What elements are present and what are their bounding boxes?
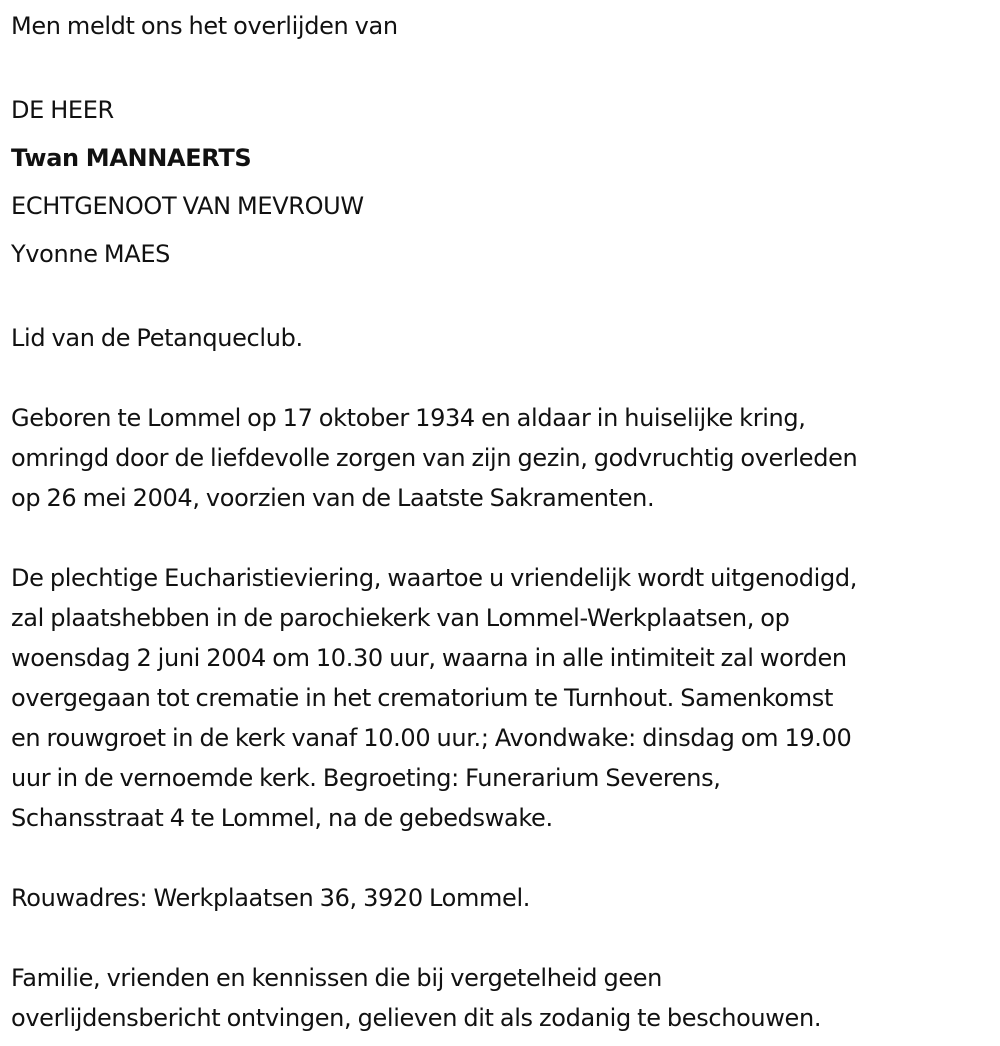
title-line: DE HEER — [11, 96, 114, 124]
text-line: overlijdensbericht ontvingen, gelieven dit als zodanig te beschouwen. — [11, 1004, 822, 1032]
text-line: zal plaatshebben in de parochiekerk van Lommel-Werkplaatsen, op — [11, 604, 790, 632]
deceased-name: Twan MANNAERTS — [11, 144, 252, 172]
text-line: Familie, vrienden en kennissen die bij vergetelheid geen — [11, 964, 663, 992]
spacer — [11, 278, 996, 318]
death-announcement — [11, 6, 996, 1038]
membership-line: Lid van de Petanqueclub. — [11, 324, 303, 352]
ceremony-paragraph — [11, 558, 996, 838]
closing-paragraph — [11, 958, 996, 1038]
text-line: en rouwgroet in de kerk vanaf 10.00 uur.; Avondwake: dinsdag om 19.00 — [11, 724, 852, 752]
text-line: overgegaan tot crematie in het crematorium te Turnhout. Samenkomst — [11, 684, 834, 712]
text-line: De plechtige Eucharistieviering, waartoe u vriendelijk wordt uitgenodigd, — [11, 564, 858, 592]
text-line: uur in de vernoemde kerk. Begroeting: Funerarium Severens, — [11, 764, 721, 792]
text-line: op 26 mei 2004, voorzien van de Laatste Sakramenten. — [11, 484, 655, 512]
spacer — [11, 358, 996, 398]
spouse-title: ECHTGENOOT VAN MEVROUW — [11, 192, 364, 220]
spacer — [11, 918, 996, 958]
intro-line: Men meldt ons het overlijden van — [11, 12, 398, 40]
text-line: woensdag 2 juni 2004 om 10.30 uur, waarna in alle intimiteit zal worden — [11, 644, 847, 672]
spacer — [11, 46, 996, 86]
text-line: omringd door de liefdevolle zorgen van zijn gezin, godvruchtig overleden — [11, 444, 858, 472]
spouse-name: Yvonne MAES — [11, 240, 171, 268]
spacer — [11, 838, 996, 878]
address-line: Rouwadres: Werkplaatsen 36, 3920 Lommel. — [11, 884, 531, 912]
spacer — [11, 518, 996, 558]
birth-death-paragraph — [11, 398, 996, 518]
text-line: Schansstraat 4 te Lommel, na de gebedswake. — [11, 804, 553, 832]
text-line: Geboren te Lommel op 17 oktober 1934 en aldaar in huiselijke kring, — [11, 404, 806, 432]
